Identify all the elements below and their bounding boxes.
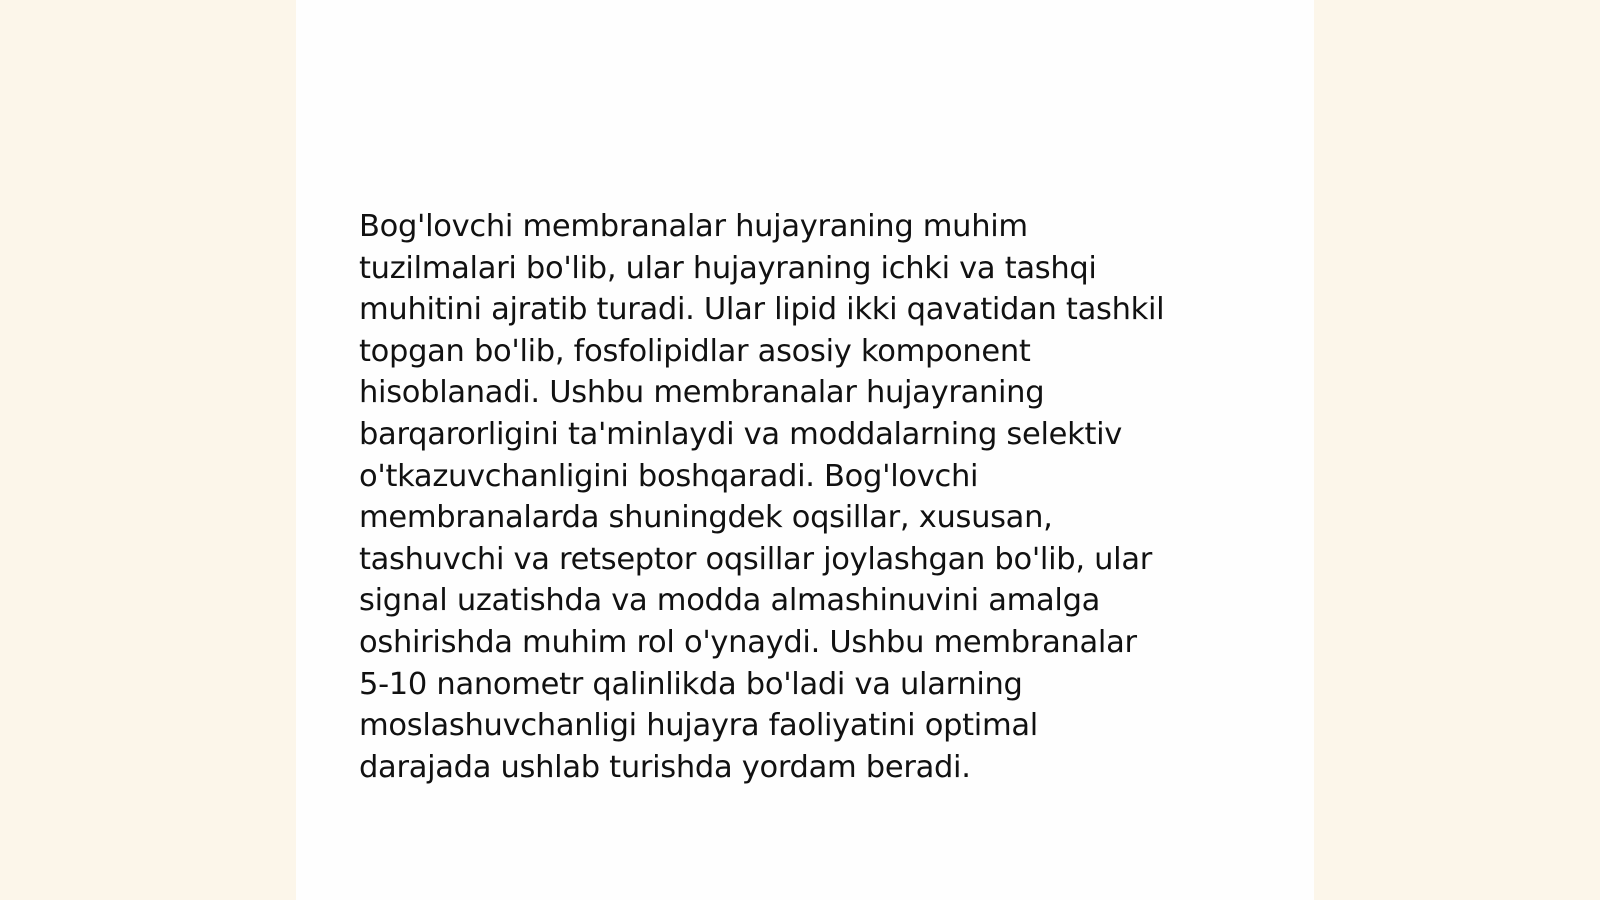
right-margin-background [1314,0,1600,900]
body-paragraph: Bog'lovchi membranalar hujayraning muhim tuzilmalari bo'lib, ular hujayraning ichki va tashqi muhitini ajratib turadi. Ular lipid ikki qavatidan tashkil topgan bo'lib, fosfolipidlar asosiy komponent hisoblanadi. Ushbu membranalar hujayraning barqarorligini ta'minlaydi va moddalarning selektiv o'tkazuvchanligini boshqaradi. Bog'lovchi membranalarda shuningdek oqsillar, xususan, tashuvchi va retseptor oqsillar joylashgan bo'lib, ular signal uzatishda va modda almashinuvini amalga oshirishda muhim rol o'ynaydi. Ushbu membranalar 5-10 nanometr qalinlikda bo'ladi va ularning moslashuvchanligi hujayra faoliyatini optimal darajada ushlab turishda yordam beradi. [359,209,1165,785]
document-page [296,0,1314,900]
left-margin-background [0,0,296,900]
